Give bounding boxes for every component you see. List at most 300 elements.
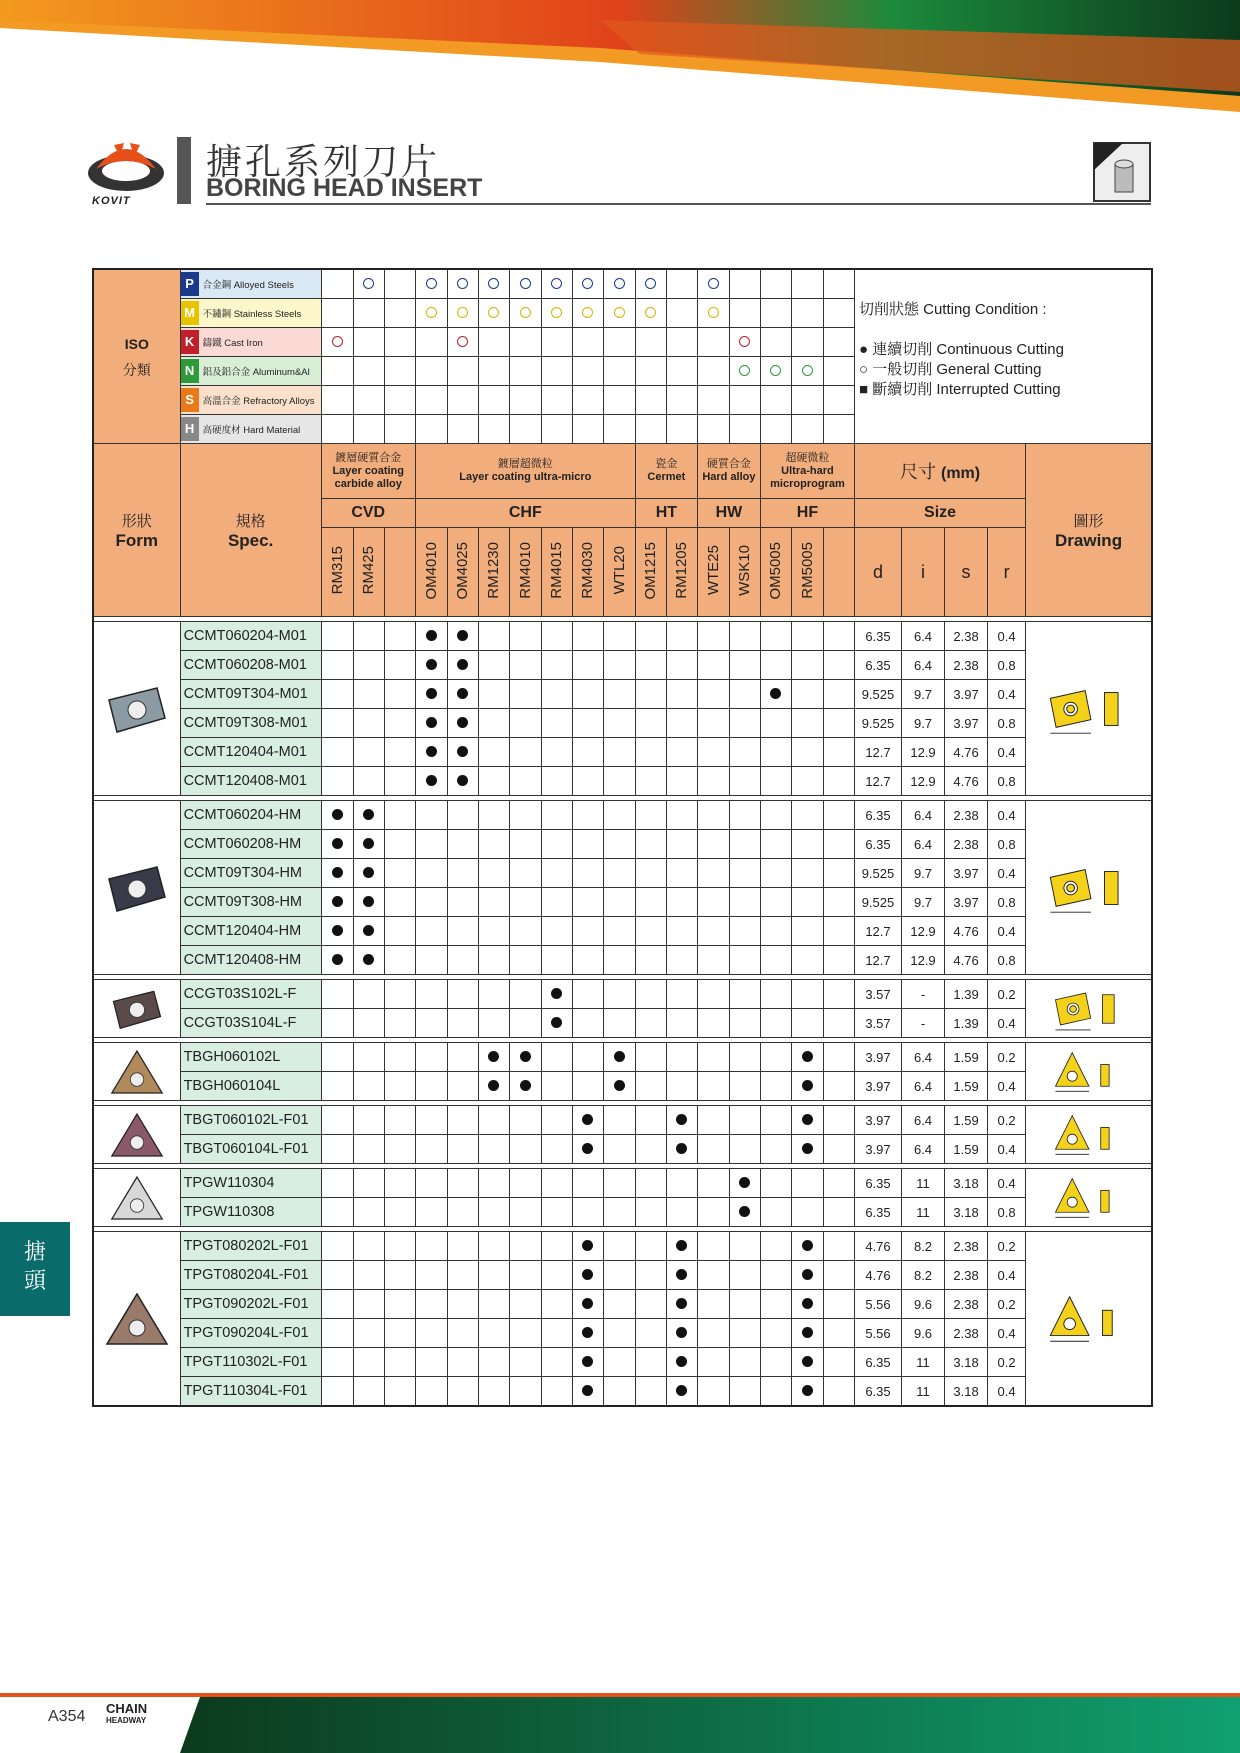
iso-mark-cell: [384, 328, 415, 357]
table-row: [93, 767, 1152, 796]
drawing-cell: [1026, 801, 1152, 975]
grade-cell: [823, 1348, 854, 1377]
grade-cell: [353, 1377, 384, 1407]
spec-cell: [180, 1106, 321, 1135]
dim-s-cell: [945, 1290, 988, 1319]
grade-header: [509, 528, 541, 617]
iso-mark-cell: [635, 357, 666, 386]
brand-wordmark: KOVIT: [92, 195, 131, 207]
grade-cell: [760, 1072, 791, 1101]
grade-cell: [760, 917, 791, 946]
material-letter: S: [181, 388, 199, 412]
grade-cell: [666, 1043, 697, 1072]
iso-mark-cell: [697, 415, 729, 444]
grade-cell: [791, 680, 823, 709]
size-title-header: [854, 444, 1025, 499]
dim-value: 9.7: [913, 865, 933, 881]
grade-cell: [635, 767, 666, 796]
spec-text: TBGH060104L: [183, 1078, 281, 1094]
dim-value: 0.4: [997, 1267, 1016, 1283]
dim-s-cell: [945, 767, 988, 796]
dim-r-cell: [988, 1043, 1026, 1072]
dim-value: 2.38: [953, 1325, 979, 1341]
grade-cell: [823, 801, 854, 830]
table-row: [93, 1169, 1152, 1198]
general-cutting-mark: [770, 365, 781, 376]
grade-cell: [697, 1135, 729, 1164]
grade-cell: [321, 1319, 353, 1348]
dim-value: 9.525: [861, 686, 895, 702]
iso-mark-cell: [823, 357, 854, 386]
grade-header: [729, 528, 760, 617]
dim-i-cell: [902, 917, 945, 946]
grade-cell: [635, 622, 666, 651]
dim-i-cell: [902, 1106, 945, 1135]
grade-cell: [760, 1377, 791, 1407]
dim-d-cell: [854, 801, 901, 830]
dim-value: 6.4: [913, 1049, 933, 1065]
grade-cell: [572, 1261, 603, 1290]
iso-mark-cell: [823, 269, 854, 299]
dim-value: 6.4: [913, 628, 933, 644]
grade-cell: [666, 1348, 697, 1377]
grade-cell: [321, 738, 353, 767]
insert-photo-icon: [101, 1046, 173, 1098]
group-header: [635, 444, 697, 499]
iso-mark-cell: [729, 386, 760, 415]
dim-i-cell: [902, 980, 945, 1009]
dim-value: 6.4: [913, 1141, 933, 1157]
dim-value: 3.57: [865, 986, 891, 1002]
dim-i-cell: [902, 1348, 945, 1377]
grade-cell: [384, 738, 415, 767]
iso-mark-cell: [447, 269, 478, 299]
side-tab-line1: 搪: [23, 1240, 46, 1265]
grade-cell: [666, 946, 697, 975]
grade-cell: [791, 1348, 823, 1377]
iso-mark-cell: [823, 299, 854, 328]
continuous-cutting-mark: [676, 1269, 687, 1280]
dim-s-cell: [945, 1232, 988, 1261]
grade-cell: [697, 1377, 729, 1407]
grade-cell: [760, 1319, 791, 1348]
material-letter: N: [181, 359, 199, 383]
grade-cell: [321, 1072, 353, 1101]
grade-cell: [666, 622, 697, 651]
grade-cell: [572, 1377, 603, 1407]
continuous-cutting-mark: [676, 1240, 687, 1251]
grade-cell: [760, 980, 791, 1009]
grade-cell: [760, 1106, 791, 1135]
grade-cell: [760, 709, 791, 738]
insert-drawing-icon: [1039, 1109, 1139, 1161]
grade-cell: [823, 767, 854, 796]
grade-cell: [635, 1009, 666, 1038]
spec-cell: [180, 1198, 321, 1227]
dim-value: 12.9: [910, 773, 936, 789]
dim-value: 9.525: [861, 715, 895, 731]
dim-i-cell: [902, 1043, 945, 1072]
continuous-cutting-mark: [582, 1356, 593, 1367]
grade-cell: [635, 1319, 666, 1348]
spec-cell: [180, 622, 321, 651]
grade-cell: [321, 709, 353, 738]
grade-name: RM4015: [548, 542, 566, 599]
grade-cell: [384, 709, 415, 738]
spec-cell: [180, 1232, 321, 1261]
dim-value: 9.6: [913, 1325, 933, 1341]
group-name-cn: 瓷金: [655, 458, 678, 470]
grade-cell: [603, 946, 635, 975]
iso-mark-cell: [635, 415, 666, 444]
spec-text: TBGT060104L-F01: [183, 1141, 309, 1157]
grade-cell: [697, 709, 729, 738]
grade-cell: [791, 1290, 823, 1319]
continuous-cutting-mark: [802, 1327, 813, 1338]
dim-r-cell: [988, 1290, 1026, 1319]
iso-mark-cell: [791, 415, 823, 444]
grade-cell: [353, 738, 384, 767]
continuous-cutting-mark: [551, 1017, 562, 1028]
grade-cell: [572, 1232, 603, 1261]
grade-header: [791, 528, 823, 617]
grade-cell: [478, 1135, 509, 1164]
iso-mark-cell: [603, 299, 635, 328]
grade-cell: [384, 917, 415, 946]
iso-mark-cell: [572, 269, 603, 299]
table-row: [93, 1009, 1152, 1038]
grade-cell: [697, 680, 729, 709]
material-name: 高硬度材 Hard Material: [202, 425, 301, 436]
dim-i-cell: [902, 1169, 945, 1198]
iso-mark-cell: [697, 299, 729, 328]
grade-cell: [666, 1261, 697, 1290]
grade-cell: [353, 680, 384, 709]
grade-cell: [541, 1198, 572, 1227]
dim-value: 0.4: [997, 744, 1016, 760]
dim-header-d: [854, 528, 901, 617]
dim-r-cell: [988, 680, 1026, 709]
dim-i-cell: [902, 622, 945, 651]
grade-cell: [478, 830, 509, 859]
dim-d-cell: [854, 1261, 901, 1290]
form-cell: [93, 801, 180, 975]
iso-mark-cell: [447, 386, 478, 415]
dim-r-cell: [988, 980, 1026, 1009]
grade-cell: [509, 859, 541, 888]
grade-cell: [353, 1261, 384, 1290]
grade-cell: [603, 651, 635, 680]
grade-cell: [415, 1009, 447, 1038]
grade-cell: [447, 1043, 478, 1072]
iso-mark-cell: [760, 415, 791, 444]
grade-cell: [603, 1377, 635, 1407]
continuous-cutting-mark: [363, 925, 374, 936]
grade-cell: [791, 1198, 823, 1227]
grade-cell: [415, 1198, 447, 1227]
iso-mark-cell: [760, 299, 791, 328]
continuous-cutting-mark: [582, 1143, 593, 1154]
form-header-en: Form: [115, 530, 159, 550]
grade-cell: [415, 1319, 447, 1348]
grade-cell: [635, 946, 666, 975]
grade-cell: [760, 1232, 791, 1261]
grade-cell: [478, 767, 509, 796]
dim-i-cell: [902, 1377, 945, 1407]
dim-i-cell: [902, 859, 945, 888]
iso-mark-cell: [415, 328, 447, 357]
grade-cell: [603, 888, 635, 917]
bottom-banner: [0, 1693, 1240, 1753]
grade-cell: [384, 946, 415, 975]
grade-cell: [321, 1043, 353, 1072]
dim-s-cell: [945, 709, 988, 738]
grade-cell: [353, 1232, 384, 1261]
grade-cell: [541, 1135, 572, 1164]
spec-text: CCMT09T308-HM: [183, 894, 303, 910]
continuous-cutting-mark: [488, 1051, 499, 1062]
iso-mark-cell: [729, 299, 760, 328]
dim-value: 11: [916, 1383, 930, 1399]
grade-cell: [666, 888, 697, 917]
header-row-groups: [93, 444, 1152, 499]
dim-value: 0.2: [997, 1049, 1016, 1065]
iso-mark-cell: [666, 328, 697, 357]
grade-cell: [791, 622, 823, 651]
grade-cell: [541, 1319, 572, 1348]
spec-cell: [180, 1072, 321, 1101]
continuous-cutting-mark: [802, 1298, 813, 1309]
grade-cell: [541, 801, 572, 830]
grade-cell: [729, 1348, 760, 1377]
general-cutting-mark: [488, 278, 499, 289]
spec-text: CCMT060208-HM: [183, 836, 302, 852]
iso-mark-cell: [697, 328, 729, 357]
dim-value: 3.57: [865, 1015, 891, 1031]
dim-i-cell: [902, 1232, 945, 1261]
grade-cell: [415, 980, 447, 1009]
continuous-cutting-mark: [457, 775, 468, 786]
continuous-cutting-mark: [582, 1240, 593, 1251]
grade-header: [697, 528, 729, 617]
table-row: [93, 888, 1152, 917]
dim-value: 4.76: [953, 923, 979, 939]
grade-cell: [791, 801, 823, 830]
dim-value: 3.97: [953, 865, 979, 881]
grade-cell: [541, 1169, 572, 1198]
drawing-header-cn: 圖形: [1073, 512, 1104, 530]
page-title-cn: 搪孔系列刀片: [206, 142, 441, 183]
dim-value: 4.76: [865, 1267, 891, 1283]
iso-mark-cell: [572, 357, 603, 386]
continuous-cutting-mark: [802, 1114, 813, 1125]
grade-cell: [572, 1348, 603, 1377]
material-letter: M: [181, 301, 199, 325]
general-cutting-mark: [614, 278, 625, 289]
dim-value: 0.8: [997, 773, 1016, 789]
grade-cell: [509, 709, 541, 738]
iso-mark-cell: [635, 299, 666, 328]
grade-cell: [321, 917, 353, 946]
dim-r-cell: [988, 622, 1026, 651]
table-row: [93, 946, 1152, 975]
spec-text: CCMT060208-M01: [183, 657, 307, 673]
grade-cell: [729, 651, 760, 680]
grade-cell: [478, 1198, 509, 1227]
grade-cell: [697, 1348, 729, 1377]
iso-mark-cell: [823, 386, 854, 415]
grade-cell: [478, 709, 509, 738]
spec-text: CCGT03S104L-F: [183, 1015, 297, 1031]
grade-cell: [509, 888, 541, 917]
dim-value: 4.76: [953, 744, 979, 760]
condition-title: 切削狀態 Cutting Condition :: [858, 301, 1047, 318]
grade-cell: [447, 622, 478, 651]
grade-cell: [447, 1169, 478, 1198]
material-K: [180, 328, 321, 357]
table-row: [93, 1261, 1152, 1290]
grade-cell: [729, 1290, 760, 1319]
iso-mark-cell: [666, 415, 697, 444]
grade-cell: [321, 1106, 353, 1135]
grade-name: RM4010: [516, 542, 534, 599]
grade-cell: [478, 622, 509, 651]
grade-cell: [415, 767, 447, 796]
grade-cell: [603, 801, 635, 830]
grade-cell: [635, 1261, 666, 1290]
spec-text: CCMT120408-M01: [183, 773, 307, 789]
grade-cell: [447, 917, 478, 946]
dim-value: 6.4: [913, 1078, 933, 1094]
spec-cell: [180, 680, 321, 709]
grade-cell: [415, 801, 447, 830]
spec-cell: [180, 1261, 321, 1290]
grade-cell: [384, 1135, 415, 1164]
general-cutting-mark: [739, 336, 750, 347]
grade-cell: [635, 1198, 666, 1227]
grade-cell: [478, 1043, 509, 1072]
grade-cell: [729, 767, 760, 796]
grade-cell: [353, 767, 384, 796]
table-row: [93, 709, 1152, 738]
iso-mark-cell: [572, 386, 603, 415]
dim-value: 3.97: [865, 1112, 891, 1128]
dim-d-cell: [854, 738, 901, 767]
dim-s-cell: [945, 801, 988, 830]
dim-i-cell: [902, 946, 945, 975]
grade-cell: [321, 1290, 353, 1319]
dim-value: 6.35: [865, 1204, 891, 1220]
dim-r-cell: [988, 1261, 1026, 1290]
grade-cell: [415, 917, 447, 946]
condition-item: [859, 380, 1147, 400]
iso-mark-cell: [321, 328, 353, 357]
grade-cell: [321, 767, 353, 796]
grade-cell: [541, 1043, 572, 1072]
grade-cell: [666, 859, 697, 888]
group-code-text: CVD: [351, 504, 386, 521]
dim-header-i: [902, 528, 945, 617]
spec-table: [92, 268, 1153, 1407]
grade-cell: [666, 1169, 697, 1198]
grade-cell: [603, 830, 635, 859]
general-cutting-mark: [332, 336, 343, 347]
grade-cell: [384, 1261, 415, 1290]
dim-value: 2.38: [953, 1267, 979, 1283]
grade-cell: [729, 1232, 760, 1261]
condition-symbol: ■: [858, 381, 869, 398]
grade-cell: [509, 1135, 541, 1164]
dim-value: 3.97: [953, 715, 979, 731]
grade-header: [384, 528, 415, 617]
iso-mark-cell: [447, 415, 478, 444]
grade-cell: [572, 801, 603, 830]
drawing-cell: [1026, 622, 1152, 796]
grade-cell: [509, 917, 541, 946]
top-banner: [0, 0, 1240, 120]
grade-cell: [760, 830, 791, 859]
group-code: [415, 499, 635, 528]
dim-r-cell: [988, 1009, 1026, 1038]
iso-mark-cell: [729, 357, 760, 386]
continuous-cutting-mark: [520, 1051, 531, 1062]
table-row: [93, 1043, 1152, 1072]
iso-mark-cell: [509, 357, 541, 386]
dim-r-cell: [988, 1377, 1026, 1407]
grade-cell: [603, 622, 635, 651]
grade-cell: [760, 1348, 791, 1377]
grade-cell: [729, 946, 760, 975]
grade-cell: [447, 830, 478, 859]
grade-cell: [572, 622, 603, 651]
continuous-cutting-mark: [457, 717, 468, 728]
grade-cell: [760, 1169, 791, 1198]
grade-cell: [478, 1290, 509, 1319]
dim-i-cell: [902, 1261, 945, 1290]
spec-text: CCMT060204-HM: [183, 807, 302, 823]
grade-cell: [541, 709, 572, 738]
grade-cell: [572, 1106, 603, 1135]
continuous-cutting-mark: [488, 1080, 499, 1091]
grade-cell: [415, 1135, 447, 1164]
grade-cell: [415, 888, 447, 917]
dim-s-cell: [945, 1169, 988, 1198]
grade-cell: [478, 1009, 509, 1038]
dim-value: 1.39: [953, 986, 979, 1002]
dim-value: 2.38: [953, 1238, 979, 1254]
grade-cell: [509, 1290, 541, 1319]
dim-value: 6.35: [865, 628, 891, 644]
grade-cell: [603, 1009, 635, 1038]
spec-cell: [180, 946, 321, 975]
iso-mark-cell: [353, 386, 384, 415]
grade-cell: [729, 1198, 760, 1227]
dim-value: 3.97: [953, 686, 979, 702]
iso-mark-cell: [384, 415, 415, 444]
grade-cell: [321, 859, 353, 888]
iso-mark-cell: [353, 415, 384, 444]
continuous-cutting-mark: [676, 1356, 687, 1367]
grade-cell: [729, 917, 760, 946]
iso-mark-cell: [415, 386, 447, 415]
grade-cell: [666, 1072, 697, 1101]
grade-cell: [447, 1232, 478, 1261]
grade-cell: [321, 1261, 353, 1290]
grade-cell: [666, 1232, 697, 1261]
iso-mark-cell: [415, 269, 447, 299]
iso-mark-cell: [603, 386, 635, 415]
continuous-cutting-mark: [676, 1298, 687, 1309]
